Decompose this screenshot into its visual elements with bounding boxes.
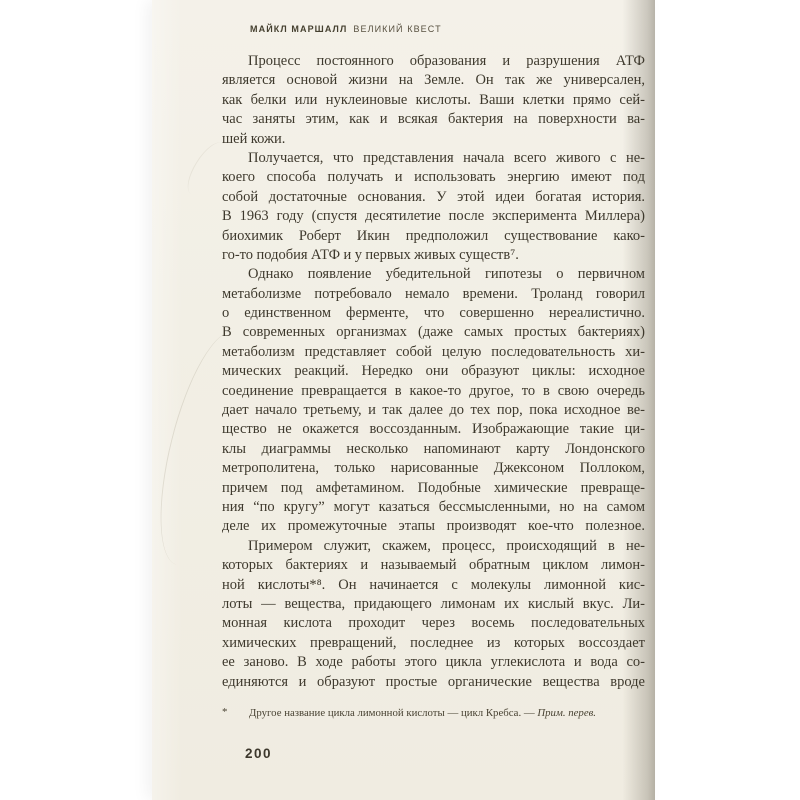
text-line: причем под амфетамином. Подобные химические превраще- <box>222 479 645 496</box>
body-text <box>222 52 645 692</box>
text-line: биохимик Роберт Икин предположил существование како- <box>222 227 645 244</box>
text-line: ния “по кругу” могут казаться бессмысленными, но на самом <box>222 498 645 515</box>
text-line: лоты — вещества, придающего лимонам их кислый вкус. Ли- <box>222 595 645 612</box>
footnote-marker: * <box>222 706 228 718</box>
text-line: метаболизме потребовало немало времени. Троланд говорил <box>222 285 645 302</box>
text-line: соединение превращается в какое-то другое, то в свою очередь <box>222 382 645 399</box>
text-line: метрополитена, только нарисованные Джексоном Поллоком, <box>222 460 645 477</box>
text-line: час заняты этим, как и всякая бактерия на поверхности ва- <box>222 111 645 128</box>
book-page <box>152 0 655 800</box>
text-line: является основой жизни на Земле. Он так же универсален, <box>222 72 645 89</box>
footnote <box>222 706 650 720</box>
text-line: монная кислота проходит через восемь последовательных <box>222 615 645 632</box>
text-line: коего способа получать и использовать энергию имеют под <box>222 169 645 186</box>
page-number: 200 <box>245 746 273 761</box>
text-line: которых бактериях и называемый обратным циклом лимон- <box>222 557 645 574</box>
running-header <box>250 24 442 34</box>
text-line: как белки или нуклеиновые кислоты. Ваши клетки прямо сей- <box>222 91 645 108</box>
text-line: дает начало третьему, и так далее до тех пор, пока исходное ве- <box>222 402 645 419</box>
paragraph <box>222 537 645 692</box>
text-line: Процесс постоянного образования и разрушения АТФ <box>248 53 645 69</box>
text-line: В современных организмах (даже самых простых бактериях) <box>222 324 645 341</box>
text-line: единяются и образуют простые органические вещества вроде <box>222 673 645 690</box>
text-line: клы диаграммы несколько напоминают карту Лондонского <box>222 440 645 457</box>
text-line: ее заново. В ходе работы этого цикла углекислота и вода со- <box>222 654 645 671</box>
header-book-title: ВЕЛИКИЙ КВЕСТ <box>353 24 442 34</box>
footnote-text: Другое название цикла лимонной кислоты — цикл Кребса. — <box>249 707 538 719</box>
text-line: химических превращений, последнее из которых воссоздает <box>222 634 645 651</box>
header-author: МАЙКЛ МАРШАЛЛ <box>250 24 348 34</box>
footnote-translator-note: Прим. перев. <box>537 707 597 719</box>
text-line: метаболизм представляет собой целую последовательность хи- <box>222 343 645 360</box>
paragraph <box>222 52 645 149</box>
text-line: В 1963 году (спустя десятилетие после эксперимента Миллера) <box>222 208 645 225</box>
text-line: Однако появление убедительной гипотезы о первичном <box>248 266 645 283</box>
text-line: ной кислоты*⁸. Он начинается с молекулы лимонной кис- <box>222 576 645 593</box>
text-line: щество не окажется воссозданным. Изображающие такие ци- <box>222 421 645 438</box>
text-line: Примером служит, скажем, процесс, происходящий в не- <box>248 537 645 554</box>
footnote-body <box>222 706 650 720</box>
text-line: го-то подобия АТФ и у первых живых существ⁷. <box>222 246 519 263</box>
text-line: собой достаточные основания. У этой идеи богатая история. <box>222 188 645 205</box>
text-line: шей кожи. <box>222 130 286 147</box>
text-line: мических реакций. Нередко они образуют циклы: исходное <box>222 363 645 380</box>
paragraph <box>222 149 645 265</box>
text-line: о единственном ферменте, что совершенно нереалистично. <box>222 305 645 322</box>
paragraph <box>222 265 645 536</box>
text-line: деле их промежуточные этапы производят кое-что полезное. <box>222 518 645 535</box>
text-line: Получается, что представления начала всего живого с не- <box>248 149 645 166</box>
